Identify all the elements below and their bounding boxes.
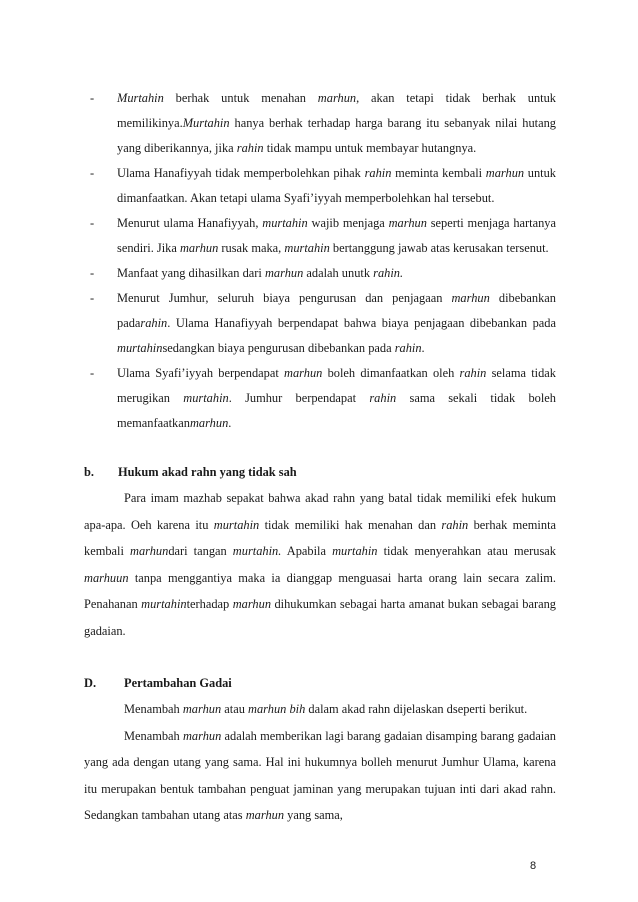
text-run: berhak untuk menahan [163,91,318,105]
italic-term: marhun [485,166,525,180]
italic-term: rahin. [373,266,404,280]
text-run: meminta kembali [391,166,486,180]
italic-term: murtahin [141,597,187,611]
text-run: Menurut Jumhur, seluruh biaya pengurusan dan penjagaan [117,291,452,305]
text-run: Menurut ulama Hanafiyyah, [117,216,263,230]
bullet-text [117,166,556,205]
text-run: dibebankan pada [117,291,556,330]
bullet-text [117,266,403,280]
text-run: Para imam mazhab sepakat bahwa akad rahn yang batal tidak memiliki efek hukum apa-apa. Oeh karena itu [84,491,556,532]
bullet-list [84,86,556,436]
bullet-text [117,291,556,355]
italic-term: murtahin [284,241,330,255]
italic-term: Murtahin [182,116,230,130]
section-b-heading [84,460,556,485]
italic-term: marhun [232,597,272,611]
italic-term: marhuun [84,570,129,585]
text-run: untuk dimanfaatkan. Akan tetapi ulama Syafi’iyyah memperbolehkan hal tersebut. [117,166,557,205]
italic-term: rahin [364,166,392,180]
bullet-dash: - [90,166,95,180]
text-run: bertanggung jawab atas kerusakan tersenut. [329,241,549,255]
italic-term: rahin [459,366,487,380]
text-run: sedangkan biaya pengurusan dibebankan pada [162,341,395,355]
bullet-text [117,366,556,430]
text-run: , akan tetapi tidak berhak untuk memilikinya. [117,91,556,130]
text-run: Menambah [124,702,183,716]
italic-term: rahin [394,341,422,355]
italic-term: marhun [451,291,490,305]
italic-term: rahin [236,141,264,155]
italic-term: marhun bih [248,702,306,716]
italic-term: marhun [245,808,285,822]
section-d-paragraph [84,723,556,829]
paragraph-text [124,702,527,716]
bullet-item [84,211,556,261]
bullet-item [84,286,556,361]
text-run: adalah memberikan lagi barang gadaian disamping barang gadaian yang ada dengan utang yang sama. Hal ini hukumnya bolleh menurut Jumhur Ulama, karena itu merupakan bentuk tambahan penguat jaminan yang merupakan tujuan inti dari akad rahn. Sedangkan tambahan utang atas [84,728,556,822]
text-run: Menambah [124,728,183,743]
italic-term: marhun [388,216,427,230]
section-b-title: Hukum akad rahn yang tidak sah [118,465,297,479]
text-run: Manfaat yang dihasilkan dari [117,266,265,280]
italic-term: marhun [264,266,304,280]
bullet-text [117,91,556,155]
italic-term: marhun [317,91,357,105]
section-d-title: Pertambahan Gadai [124,676,232,690]
text-run: rusak maka, [218,241,285,255]
page-content [84,86,556,829]
italic-term: murtahin [183,391,229,405]
italic-term: murtahin [262,216,308,230]
text-run: wajib menjaga [307,216,389,230]
text-run: tanpa menggantiya maka ia dianggap menguasai harta orang lain secara zalim. Penahanan [84,570,556,611]
italic-term: marhun [189,416,229,430]
bullet-dash: - [90,366,95,380]
text-run: . Ulama Hanafiyyah berpendapat bahwa biaya penjagaan dibebankan pada [167,316,556,330]
text-run: tidak mampu untuk membayar hutangnya. [263,141,477,155]
italic-term: marhun [179,241,219,255]
section-d-number: D. [84,676,97,690]
text-run: . [228,416,232,430]
paragraph-text [84,491,556,638]
italic-term: murtahin [117,341,163,355]
text-run: Ulama Hanafiyyah tidak memperbolehkan pihak [117,166,365,180]
text-run: Apabila [281,544,333,558]
page-number: 8 [530,860,537,872]
text-run: terhadap [186,597,233,611]
section-d-heading [84,671,556,696]
paragraph-text [84,729,556,823]
text-run: dari tangan [168,544,233,558]
italic-term: rahin [441,517,469,532]
italic-term: Murtahin [117,91,164,105]
bullet-item [84,86,556,161]
italic-term: rahin [369,391,397,405]
bullet-item [84,361,556,436]
bullet-item [84,261,556,286]
italic-term: murtahin. [232,544,282,558]
text-run: dihukumkan sebagai harta amanat bukan sebagai barang gadaian. [84,597,556,638]
italic-term: marhun [182,702,222,716]
text-run: boleh dimanfaatkan oleh [322,366,460,380]
italic-term: murtahin [213,517,260,532]
section-d-paragraph [84,696,556,723]
italic-term: marhun [130,544,169,558]
section-b-number: b. [84,465,94,479]
italic-term: rahin [140,316,168,330]
bullet-dash: - [90,291,95,305]
text-run: sama sekali tidak boleh memanfaatkan [117,391,556,430]
text-run: tidak menyerahkan atau merusak [377,544,556,558]
italic-term: murtahin [332,544,378,558]
bullet-text [117,216,556,255]
italic-term: marhun [182,728,222,743]
text-run: hanya berhak terhadap harga barang itu sebanyak nilai hutang yang diberikannya, jika [117,116,556,155]
text-run: dalam akad rahn dijelaskan dseperti berikut. [305,702,528,716]
text-run: . Jumhur berpendapat [228,391,370,405]
italic-term: marhun [284,366,323,380]
text-run: Ulama Syafi’iyyah berpendapat [117,366,285,380]
text-run: selama tidak merugikan [117,366,556,405]
text-run: tidak memiliki hak menahan dan [259,517,442,532]
section-b-paragraph [84,485,556,644]
bullet-dash: - [90,216,95,230]
text-run: atau [221,702,249,716]
bullet-item [84,161,556,211]
text-run: adalah unutk [303,266,374,280]
text-run: yang sama, [284,808,343,822]
text-run: . [421,341,425,355]
text-run: berhak meminta kembali [84,517,557,558]
text-run: seperti menjaga hartanya sendiri. Jika [117,216,556,255]
bullet-dash: - [90,91,95,105]
bullet-dash: - [90,266,95,280]
